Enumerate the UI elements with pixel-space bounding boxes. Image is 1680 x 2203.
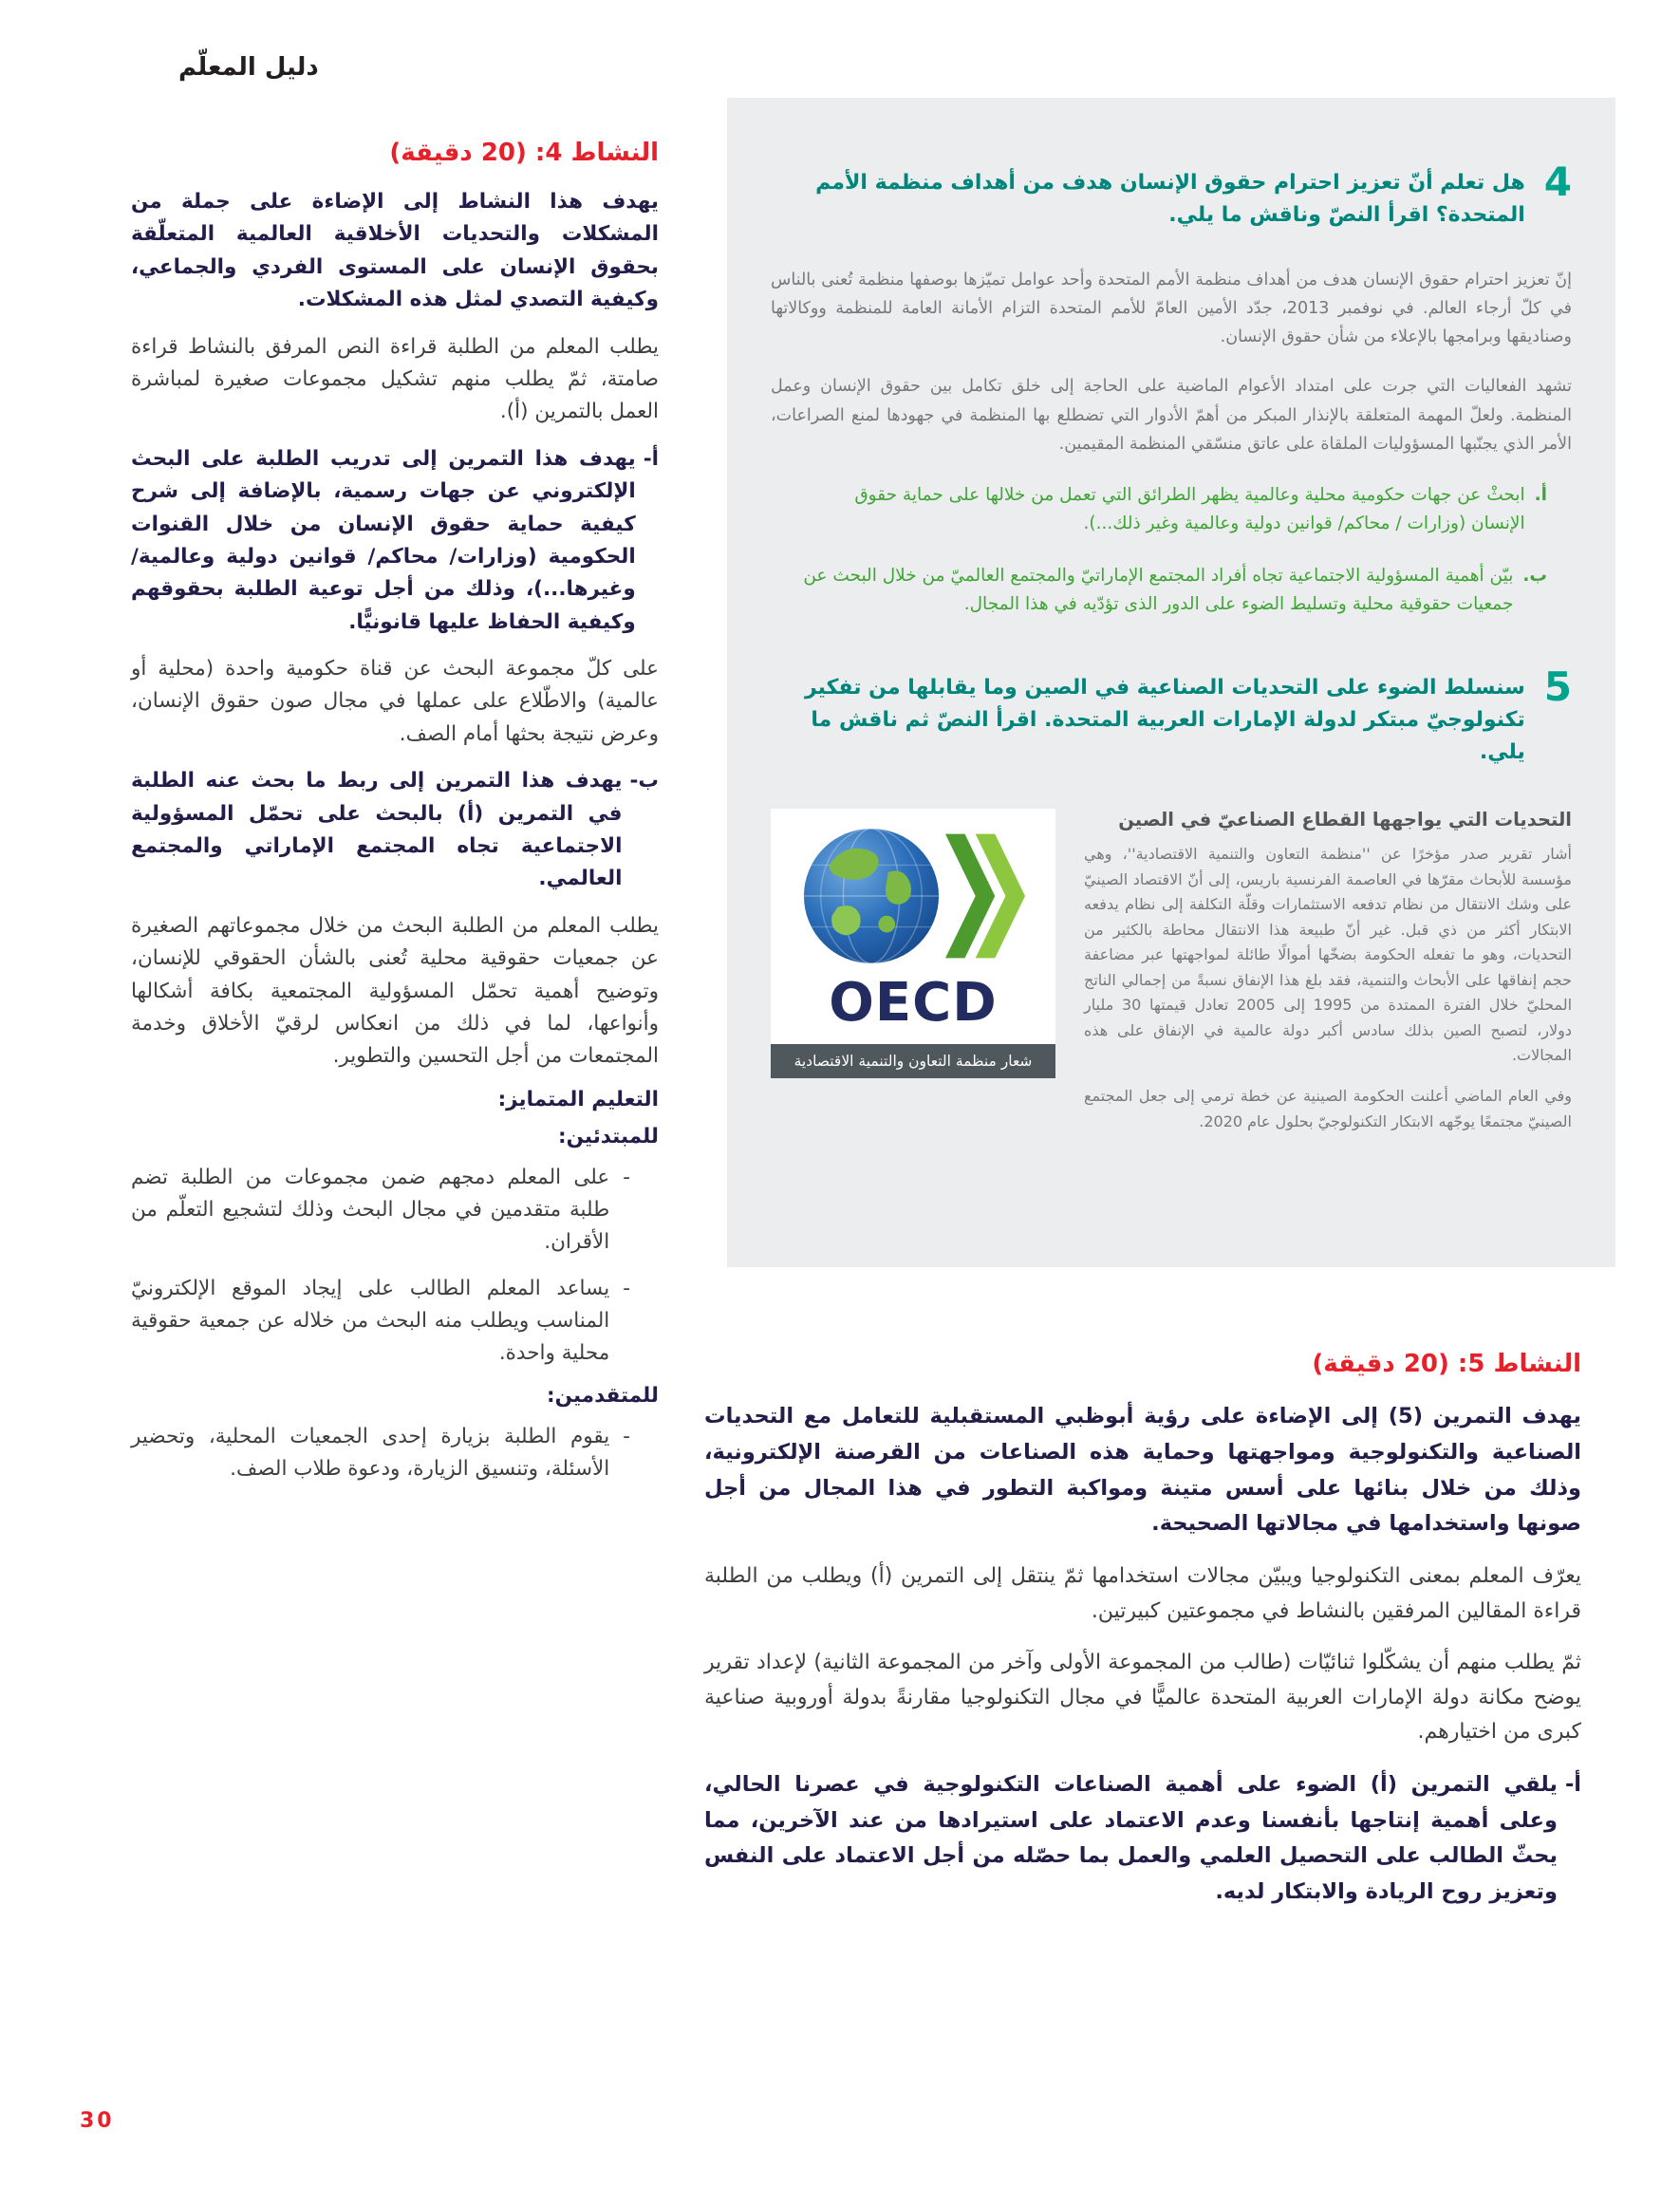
activity5-heading: النشاط 5: (20 دقيقة): [1312, 1350, 1581, 1378]
exercise-b-marker: ب-: [629, 769, 659, 793]
oecd-artwork: [801, 826, 1025, 970]
question-4-sub-b: [803, 562, 1547, 620]
advanced-heading: للمتقدمين:: [547, 1383, 659, 1408]
bullet-dash: -: [623, 1276, 630, 1300]
question-4-number: 4: [1543, 159, 1572, 205]
activity4-paragraph-3: يطلب المعلم من الطلبة البحث من خلال مجموعاتهم الصغيرة عن جمعيات حقوقية محلية تُعنى بالشأن الحقوقي للإنسان، وتوضيح أهمية تحمّل المسؤولية المجتمعية بكافة أشكالها وأنواعها، لما في ذلك من انعكاس لرقيّ الأخلاق وخدمة المجتمعات من أجل التحسين والتطوير.: [131, 913, 659, 1069]
activity5-intro: يهدف التمرين (5) إلى الإضاءة على رؤية أبوظبي المستقبلية للتعامل مع التحديات الصناعية والتكنولوجية ومواجهتها وحماية هذه الصناعات من القرصنة الإلكترونية، وذلك من خلال بنائها على أسس متينة ومواكبة التطور في هذا المجال من أجل صونها واستخدامها في مجالاتها الصحيحة.: [704, 1404, 1581, 1537]
activity4-paragraph-2: على كلّ مجموعة البحث عن قناة حكومية واحدة (محلية أو عالمية) والاطّلاع على عملها في مجال صون حقوق الإنسان، وعرض نتيجة بحثها أمام الصف.: [131, 657, 659, 746]
bullet-text: يقوم الطلبة بزيارة إحدى الجمعيات المحلية، وتحضير الأسئلة، وتنسيق الزيارة، ودعوة طلاب الصف.: [131, 1424, 610, 1481]
activity4-exercise-b: [131, 765, 659, 896]
doc-title: دليل المعلّم: [178, 53, 319, 82]
activity5-paragraph-2: ثمّ يطلب منهم أن يشكّلوا ثنائيّات (طالب من المجموعة الأولى وآخر من المجموعة الثانية) لإعداد تقرير يوضح مكانة دولة الإمارات العربية المتحدة عالميًّا في مجال التكنولوجيا مقارنةً بدولة أوروبية صناعية كبرى من اختيارهم.: [704, 1651, 1581, 1745]
exercise-b-text: يهدف هذا التمرين إلى ربط ما بحث عنه الطلبة في التمرين (أ) بالبحث على تحمّل المسؤولية الاجتماعية تجاه المجتمع الإماراتي والمجتمع العالمي.: [131, 769, 623, 891]
question-4-body-1: إنّ تعزيز احترام حقوق الإنسان هدف من أهداف منظمة الأمم المتحدة وأحد عوامل تميّزها بوصفها منظمة تُعنى بالناس في كلّ أرجاء العالم. في نوفمبر 2013، جدّد الأمين العامّ للأمم المتحدة التزام الأمانة العامة للمنظمة ووكالاتها وصناديقها وبرامجها بالإعلاء من شأن حقوق الإنسان.: [771, 271, 1572, 347]
activity5-section: [704, 1350, 1581, 1928]
page-number: 30: [80, 2109, 115, 2133]
sub-b-marker: ب.: [1522, 565, 1547, 586]
question-4-body-2: تشهد الفعاليات التي جرت على امتداد الأعوام الماضية على الحاجة إلى خلق تكامل بين حقوق الإنسان وعمل المنظمة. ولعلّ المهمة المتعلقة بالإنذار المبكر من أهمّ الأدوار التي تضطلع بها المنظمة في جهودها لمنع الصراعات، الأمر الذي يجنّبها المسؤوليات الملقاة على عاتق منسّقي المنظمة المقيمين.: [771, 377, 1572, 454]
beginners-heading: للمبتدئين:: [557, 1124, 659, 1148]
question-5-text: سنسلط الضوء على التحديات الصناعية في الصين وما يقابلها من تفكير تكنولوجيّ مبتكر لدولة الإمارات العربية المتحدة. اقرأ النصّ ثم ناقش ما يلي.: [804, 675, 1525, 764]
bullet-text: على المعلم دمجهم ضمن مجموعات من الطلبة تضم طلبة متقدمين في مجال البحث وذلك لتشجيع التعلّم من الأقران.: [131, 1165, 610, 1254]
differentiated-learning-heading: التعليم المتمايز:: [497, 1087, 659, 1111]
student-book-excerpt-box: [727, 98, 1615, 1267]
activity4-column: [131, 139, 659, 1500]
activity4-exercise-a: [131, 443, 659, 639]
china-body-2: وفي العام الماضي أعلنت الحكومة الصينية عن خطة ترمي إلى جعل المجتمع الصينيّ مجتمعًا يوجّهه الابتكار التكنولوجيّ بحلول عام 2020.: [1084, 1087, 1572, 1130]
question-5-number: 5: [1543, 663, 1572, 710]
question-4-text: هل تعلم أنّ تعزيز احترام حقوق الإنسان هدف من أهداف منظمة الأمم المتحدة؟ اقرأ النصّ وناقش ما يلي.: [815, 171, 1525, 228]
activity4-intro: يهدف هذا النشاط إلى الإضاءة على جملة من المشكلات والتحديات الأخلاقية العالمية المتعلّقة بحقوق الإنسان على المستوى الفردي والجماعي، وكيفية التصدي لمثل هذه المشكلات.: [131, 190, 659, 312]
oecd-caption: شعار منظمة التعاون والتنمية الاقتصادية: [771, 1044, 1055, 1078]
oecd-logo: [771, 809, 1055, 1078]
bullet-dash: -: [623, 1165, 630, 1189]
bullet-text: يساعد المعلم الطالب على إيجاد الموقع الإلكترونيّ المناسب ويطلب منه البحث من خلاله عن جمعية حقوقية محلية واحدة.: [131, 1276, 610, 1365]
advanced-bullet-1: [131, 1421, 630, 1485]
activity4-paragraph-1: يطلب المعلم من الطلبة قراءة النص المرفق بالنشاط قراءة صامتة، ثمّ يطلب منهم تشكيل مجموعات صغيرة لمباشرة العمل بالتمرين (أ).: [131, 334, 659, 424]
oecd-wordmark: OECD: [829, 972, 998, 1035]
exercise-a-marker: أ-: [643, 446, 659, 471]
question-4-row: [771, 159, 1572, 232]
china-body-1: أشار تقرير صدر مؤخرًا عن ''منظمة التعاون والتنمية الاقتصادية''، وهي مؤسسة للأبحاث مقرّها في العاصمة الفرنسية باريس، إلى أنّ الاقتصاد الصينيّ على وشك الانتقال من نظام تدفعه الاستثمارات وقلّة التكلفة إلى نظام يدفعه الابتكار أكثر من ذي قبل. غير أنّ طبيعة هذا الانتقال محاطة بالكثير من التحديات، وهو ما تفعله الحكومة بضخّها أموالًا طائلة لمواجهتها عبر مضاعفة حجم إنفاقها على الأبحاث والتنمية، فقد بلغ هذا الإنفاق نسبةً من إجمالي الناتج المحليّ خلال الفترة الممتدة من 1995 إلى 2005 تعادل قيمتها 30 مليار دولار، لتصبح الصين بذلك سادس أكبر دولة عالمية في الإنفاق على هذه المجالات.: [1084, 845, 1573, 1065]
globe-icon: [801, 826, 942, 970]
china-section-title: التحديات التي يواجهها القطاع الصناعيّ في الصين: [1118, 809, 1572, 831]
china-section: [1084, 809, 1572, 1134]
beginners-bullet-1: [131, 1162, 630, 1259]
beginners-bullet-2: [131, 1273, 630, 1370]
activity5-paragraph-1: يعرّف المعلم بمعنى التكنولوجيا ويبيّن مجالات استخدامها ثمّ ينتقل إلى التمرين (أ) ويطلب من الطلبة قراءة المقالين المرفقين بالنشاط في مجموعتين كبيرتين.: [704, 1564, 1581, 1623]
exercise-a-text: يهدف هذا التمرين إلى تدريب الطلبة على البحث الإلكتروني عن جهات رسمية، بالإضافة إلى شرح كيفية حماية حقوق الإنسان من خلال القنوات الحكومية (وزارات/ محاكم/ قوانين دولية وعالمية/ وغيرها...)، وذلك من أجل توعية الطلبة بحقوقهم وكيفية الحفاظ عليها قانونيًّا.: [131, 446, 636, 634]
sub-a-text: ابحثْ عن جهات حكومية محلية وعالمية يظهر الطرائق التي تعمل من خلالها على حماية حقوق الإنسان (وزارات / محاكم/ قوانين دولية وعالمية وغير ذلك...).: [854, 484, 1525, 534]
oecd-chevrons-icon: [945, 830, 1025, 966]
activity5-exercise-a: [704, 1767, 1581, 1911]
bullet-dash: -: [623, 1424, 630, 1448]
question-5-row: [771, 663, 1572, 769]
activity5-exercise-a-marker: أ-: [1564, 1771, 1581, 1797]
question-4-sub-a: [803, 481, 1547, 539]
sub-a-marker: أ.: [1534, 484, 1547, 505]
sub-b-text: بيّن أهمية المسؤولية الاجتماعية تجاه أفراد المجتمع الإماراتيّ والمجتمع العالميّ من خلال البحث عن جمعيات حقوقية محلية وتسليط الضوء على الدور الذى تؤدّيه في هذا المجال.: [803, 565, 1514, 615]
activity4-heading: النشاط 4: (20 دقيقة): [389, 139, 659, 167]
activity5-exercise-a-text: يلقي التمرين (أ) الضوء على أهمية الصناعات التكنولوجية في عصرنا الحالي، وعلى أهمية إنتاجها بأنفسنا وعدم الاعتماد على استيرادها من عند الآخرين، مما يحثّ الطالب على التحصيل العلمي والعمل بما حصّله من أجل الاعتماد على النفس وتعزيز روح الريادة والابتكار لديه.: [704, 1771, 1558, 1905]
china-oecd-row: [771, 809, 1572, 1134]
